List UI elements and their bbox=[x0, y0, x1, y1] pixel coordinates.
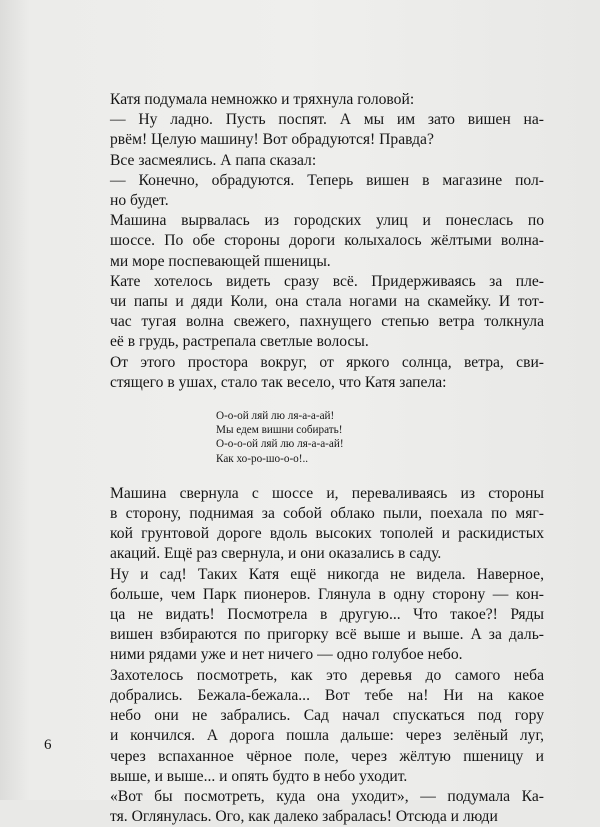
text-line: добрались. Бежала-бежала... Вот тебе на! Ни на какое bbox=[110, 686, 544, 704]
text-line: стящего в ушах, стало так весело, что Катя запела: bbox=[110, 373, 447, 391]
text-line: выше, и выше... и опять будто в небо уходит. bbox=[110, 767, 408, 785]
text-line: в сторону, поднимая за собой облако пыли, поехала по мяг- bbox=[110, 505, 544, 523]
paragraph bbox=[86, 272, 544, 353]
text-line: Машина свернула с шоссе и, переваливаясь из стороны bbox=[110, 484, 544, 502]
text-line: Машина вырвалась из городских улиц и понеслась по bbox=[110, 212, 544, 230]
text-line: Захотелось посмотреть, как это деревья до самого неба bbox=[110, 666, 544, 684]
text-line: вишен взбираются по пригорку всё выше и выше. А за даль- bbox=[110, 626, 544, 644]
text-line: — Ну ладно. Пусть поспят. А мы им зато вишен на- bbox=[110, 111, 544, 129]
text-line: ми море поспевающей пшеницы. bbox=[110, 252, 331, 270]
paragraph bbox=[86, 211, 544, 272]
text-line: шоссе. По обе стороны дороги колыхалось жёлтыми волна- bbox=[110, 232, 544, 250]
text-line: час тугая волна свежего, пахнущего степью ветра толкнула bbox=[110, 313, 544, 331]
text-line: её в грудь, растрепала светлые волосы. bbox=[110, 333, 369, 351]
paragraph bbox=[86, 151, 544, 171]
text-line: Все засмеялись. А папа сказал: bbox=[110, 151, 317, 169]
page-number: 6 bbox=[44, 737, 52, 753]
text-line: тя. Оглянулась. Ого, как далеко забралась! Отсюда и люди bbox=[110, 808, 498, 826]
text-section-after-song bbox=[86, 484, 544, 827]
text-line: — Конечно, обрадуются. Теперь вишен в магазине пол- bbox=[110, 171, 544, 189]
text-line: «Вот бы посмотреть, куда она уходит», — подумала Ка- bbox=[110, 787, 544, 805]
text-line: Катя подумала немножко и тряхнула головой: bbox=[110, 91, 415, 108]
text-line: больше, чем Парк пионеров. Глянула в одну сторону — кон- bbox=[110, 585, 544, 603]
song-line: Как хо-ро-шо-о-о!.. bbox=[216, 452, 309, 465]
text-line: рвём! Целую машину! Вот обрадуются! Правда? bbox=[110, 131, 434, 149]
body-text bbox=[86, 90, 544, 827]
paragraph bbox=[86, 484, 544, 565]
text-line: ца не видать! Посмотрела в другую... Что такое?! Ряды bbox=[110, 606, 544, 624]
paragraph bbox=[86, 787, 544, 827]
text-line: кой грунтовой дороге вдоль высоких тополей и раскидистых bbox=[110, 525, 544, 543]
text-line: акаций. Ещё раз свернула, и они оказались в саду. bbox=[110, 545, 442, 563]
paragraph bbox=[86, 171, 544, 211]
text-line: и кончился. А дорога пошла дальше: через зелёный луг, bbox=[110, 727, 544, 745]
text-line: через вспаханное чёрное поле, через жёлтую пшеницу и bbox=[110, 747, 544, 765]
paragraph bbox=[86, 353, 544, 393]
paragraph bbox=[86, 565, 544, 666]
text-line: ними рядами уже и нет ничего — одно голубое небо. bbox=[110, 646, 463, 664]
text-line: но будет. bbox=[110, 192, 169, 210]
paragraph bbox=[86, 110, 544, 150]
text-section-before-song bbox=[86, 90, 544, 393]
text-line: Кате хотелось видеть сразу всё. Придерживаясь за пле- bbox=[110, 272, 544, 290]
paragraph bbox=[86, 666, 544, 787]
paragraph bbox=[86, 90, 544, 110]
song-line: О-о-ой ляй лю ля-а-а-ай! bbox=[216, 410, 335, 423]
song-line: О-о-о-ой ляй лю ля-а-а-ай! bbox=[216, 438, 344, 451]
text-line: От этого простора вокруг, от яркого солнца, ветра, сви- bbox=[110, 353, 544, 371]
text-line: Ну и сад! Таких Катя ещё никогда не видела. Наверное, bbox=[110, 565, 544, 583]
text-line: чи папы и дяди Коли, она стала ногами на скамейку. И тот- bbox=[110, 293, 544, 311]
song-verse bbox=[216, 409, 544, 466]
text-line: небо они не забрались. Сад начал спускаться под гору bbox=[110, 707, 544, 725]
song-line: Мы едем вишни собирать! bbox=[216, 424, 343, 437]
